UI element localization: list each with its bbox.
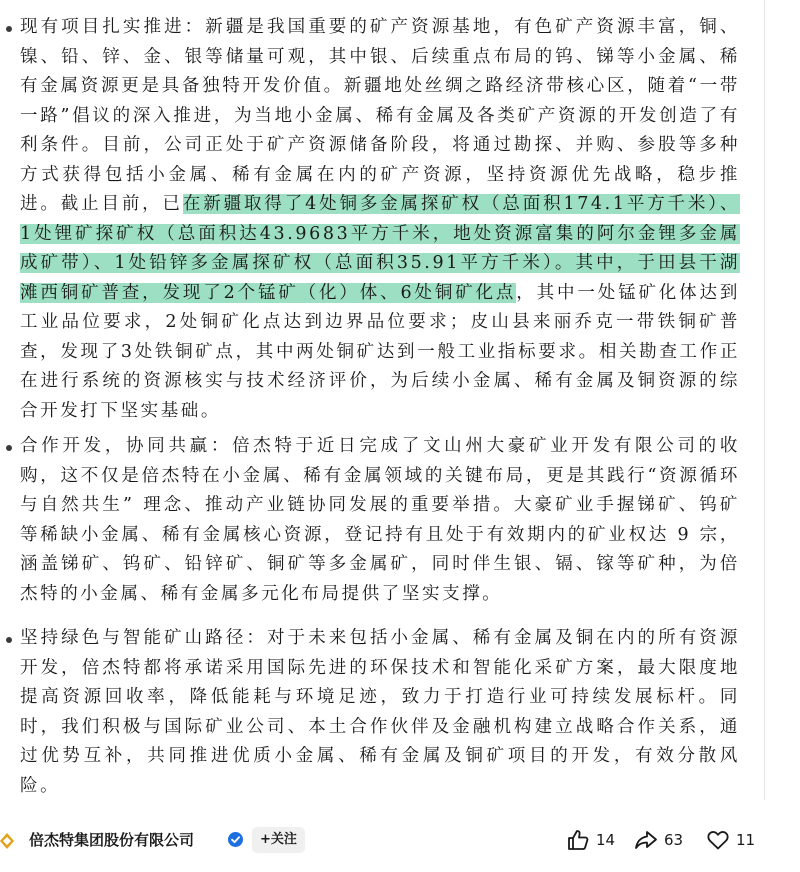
favorite-button[interactable] — [706, 827, 755, 853]
list-item — [0, 432, 765, 609]
heart-icon — [706, 828, 730, 852]
paragraph-text: 现有项目扎实推进：新疆是我国重要的矿产资源基地，有色矿产资源丰富，铜、镍、铅、锌、金、银等储量可观，其中银、后续重点布局的钨、锑等小金属、稀有金属资源更是具备独特开发价值。新疆地处丝绸之路经济带核心区，随着“一带一路”倡议的深入推进，为当地小金属、稀有金属及各类矿产资源的开发创造了有利条件。目前，公司正处于矿产资源储备阶段，将通过勘探、并购、参股等多种方式获得包括小金属、稀有金属在内的矿产资源，坚持资源优先战略，稳步推进。截止目前，已 — [20, 17, 740, 214]
share-count: 63 — [664, 831, 684, 849]
author-bar — [0, 805, 800, 872]
paragraph-cooperation — [0, 432, 740, 609]
like-count: 14 — [596, 831, 616, 849]
paragraph-text: 合作开发，协同共赢：倍杰特于近日完成了文山州大豪矿业开发有限公司的收购，这不仅是倍杰特在小金属、稀有金属领域的关键布局，更是其践行“资源循环与自然共生” 理念、推动产业链协同发展的重要举措。大豪矿业手握锑矿、钨矿等稀缺小金属、稀有金属核心资源，登记持有且处于有效期内的矿业权达 9 宗，涵盖锑矿、钨矿、铅锌矿、铜矿等多金属矿，同时伴生银、镉、镓等矿种，为倍杰特的小金属、稀有金属多元化布局提供了坚实支撑。 — [20, 436, 740, 604]
verified-badge-icon — [228, 832, 243, 847]
paragraph-text: ，其中一处锰矿化体达到工业品位要求，2处铜矿化点达到边界品位要求；皮山县来丽乔克一带铁铜矿普查，发现了3处铁铜矿点，其中两处铜矿达到一般工业指标要求。相关勘查工作正在进行系统的资源核实与技术经济评价，为后续小金属、稀有金属及铜资源的综合开发打下坚实基础。 — [20, 282, 740, 421]
paragraph-existing-projects — [0, 13, 740, 426]
company-logo-icon[interactable] — [0, 831, 14, 851]
paragraph-text: 坚持绿色与智能矿山路径：对于未来包括小金属、稀有金属及铜在内的所有资源开发，倍杰特都将承诺采用国际先进的环保技术和智能化采矿方案，最大限度地提高资源回收率，降低能耗与环境足迹，致力于打造行业可持续发展标杆。同时，我们积极与国际矿业公司、本土合作伙伴及金融机构建立战略合作关系，通过优势互补，共同推进优质小金属、稀有金属及铜矿项目的开发，有效分散风险。 — [20, 628, 740, 796]
share-button[interactable] — [634, 827, 683, 853]
company-name[interactable]: 倍杰特集团股份有限公司 — [29, 831, 195, 849]
like-button[interactable] — [566, 827, 615, 853]
list-item — [0, 13, 765, 426]
highlighted-text[interactable]: 在新疆取得了4处铜多金属探矿权（总面积174.1平方千米）、1处锂矿探矿权（总面积达43.9683平方千米，地处资源富集的阿尔金锂多金属成矿带）、1处铅锌多金属探矿权（总面积35.91平方千米）。其中，于田县干湖滩西铜矿普查，发现了2个锰矿（化）体、6处铜矿化点 — [20, 194, 740, 303]
share-arrow-icon — [634, 828, 658, 852]
thumbs-up-icon — [566, 828, 590, 852]
bullet-point — [6, 26, 12, 32]
follow-button[interactable]: +关注 — [252, 827, 305, 853]
favorite-count: 11 — [736, 831, 756, 849]
list-item — [0, 624, 765, 800]
bullet-point — [6, 637, 12, 643]
paragraph-green-mining — [0, 624, 740, 800]
bullet-point — [6, 445, 12, 451]
